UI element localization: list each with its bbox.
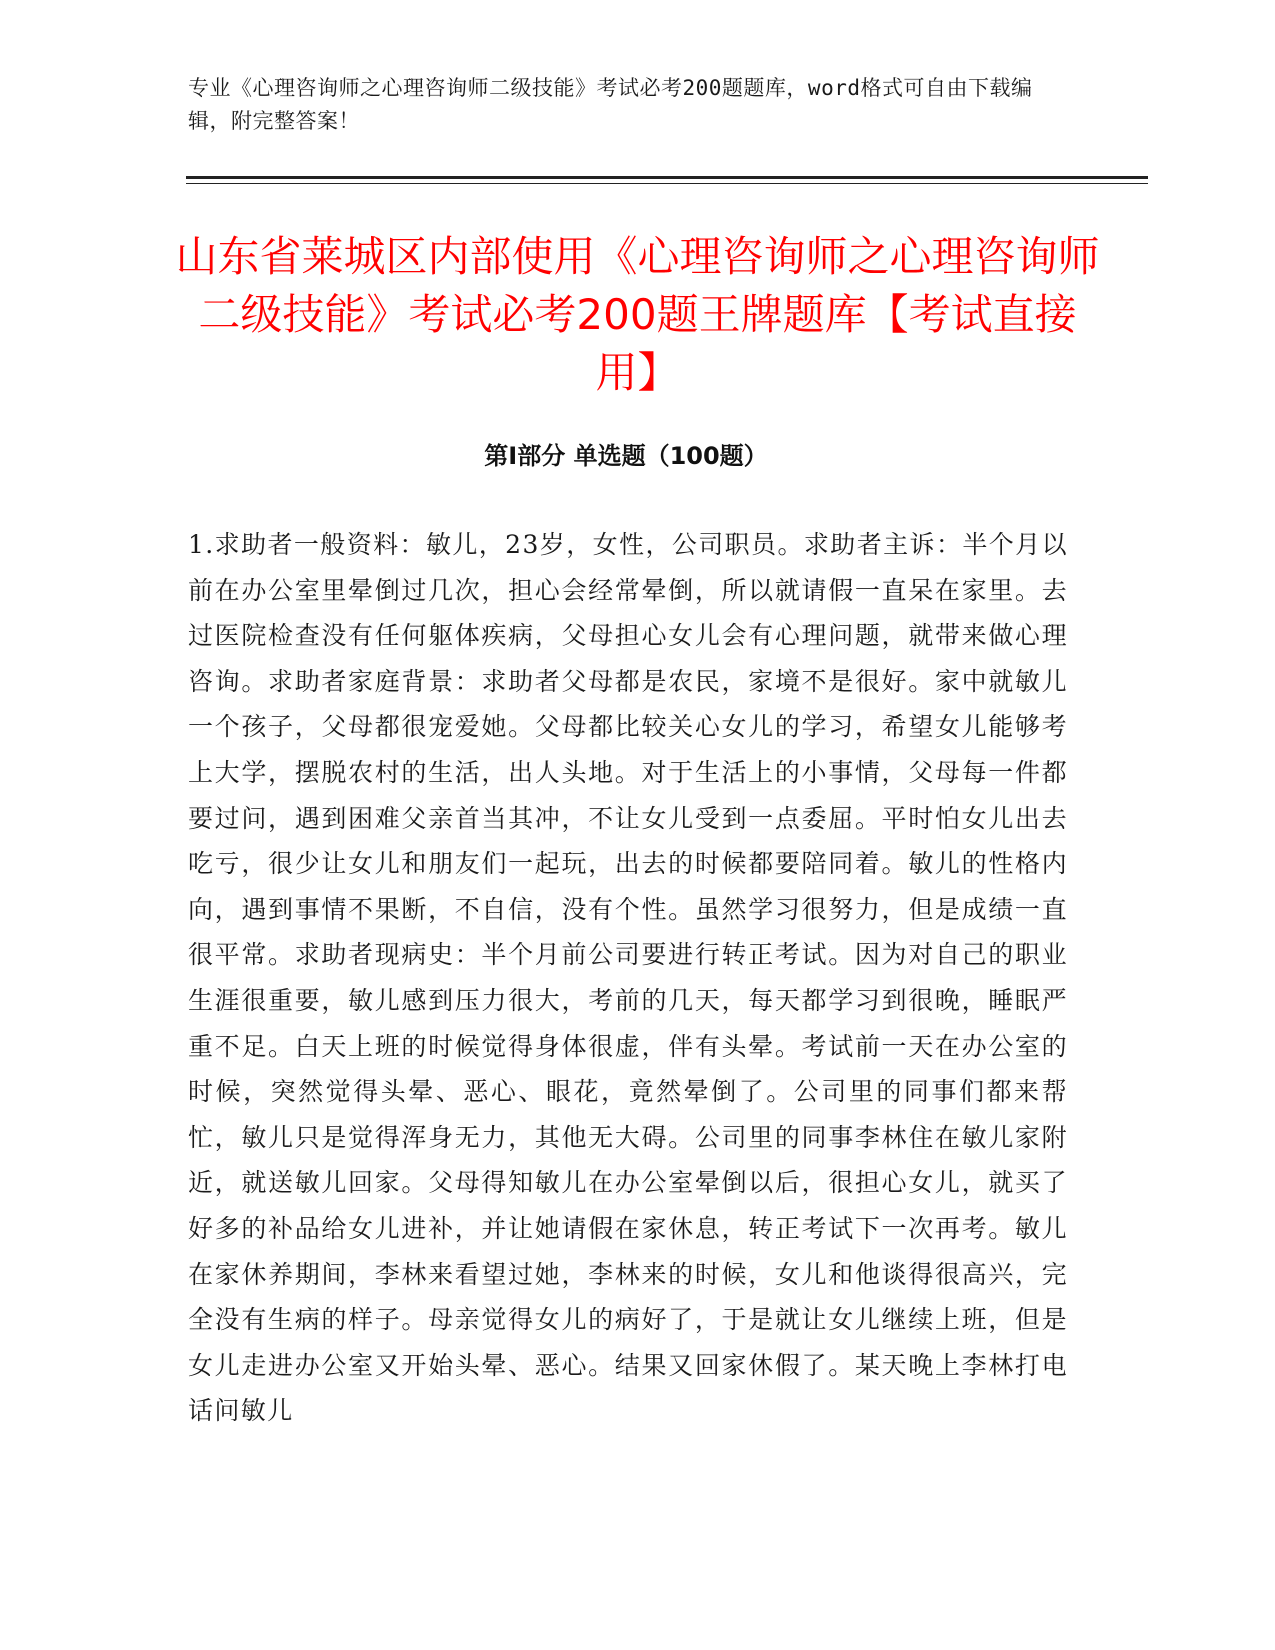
header-rule-thin bbox=[186, 183, 1148, 184]
header-note: 专业《心理咨询师之心理咨询师二级技能》考试必考200题题库，word格式可自由下载编辑，附完整答案！ bbox=[188, 76, 1033, 133]
section-heading: 第I部分 单选题（100题） bbox=[484, 442, 768, 470]
document-title: 山东省莱城区内部使用《心理咨询师之心理咨询师二级技能》考试必考200题王牌题库【考试直接用】 bbox=[175, 232, 1100, 397]
header-rule-thick bbox=[186, 176, 1148, 179]
question-text: 1.求助者一般资料：敏儿，23岁，女性，公司职员。求助者主诉：半个月以前在办公室里晕倒过几次，担心会经常晕倒，所以就请假一直呆在家里。去过医院检查没有任何躯体疾病，父母担心女儿会有心理问题，就带来做心理咨询。求助者家庭背景：求助者父母都是农民，家境不是很好。家中就敏儿一个孩子，父母都很宠爱她。父母都比较关心女儿的学习，希望女儿能够考上大学，摆脱农村的生活，出人头地。对于生活上的小事情，父母每一件都要过问，遇到困难父亲首当其冲，不让女儿受到一点委屈。平时怕女儿出去吃亏，很少让女儿和朋友们一起玩，出去的时候都要陪同着。敏儿的性格内向，遇到事情不果断，不自信，没有个性。虽然学习很努力，但是成绩一直很平常。求助者现病史：半个月前公司要进行转正考试。因为对自己的职业生涯很重要，敏儿感到压力很大，考前的几天，每天都学习到很晚，睡眠严重不足。白天上班的时候觉得身体很虚，伴有头晕。考试前一天在办公室的时候，突然觉得头晕、恶心、眼花，竟然晕倒了。公司里的同事们都来帮忙，敏儿只是觉得浑身无力，其他无大碍。公司里的同事李林住在敏儿家附近，就送敏儿回家。父母得知敏儿在办公室晕倒以后，很担心女儿，就买了好多的补品给女儿进补，并让她请假在家休息，转正考试下一次再考。敏儿在家休养期间，李林来看望过她，李林来的时候，女儿和他谈得很高兴，完全没有生病的样子。母亲觉得女儿的病好了，于是就让女儿继续上班，但是女儿走进办公室又开始头晕、恶心。结果又回家休假了。某天晚上李林打电话问敏儿 bbox=[188, 530, 1068, 1426]
